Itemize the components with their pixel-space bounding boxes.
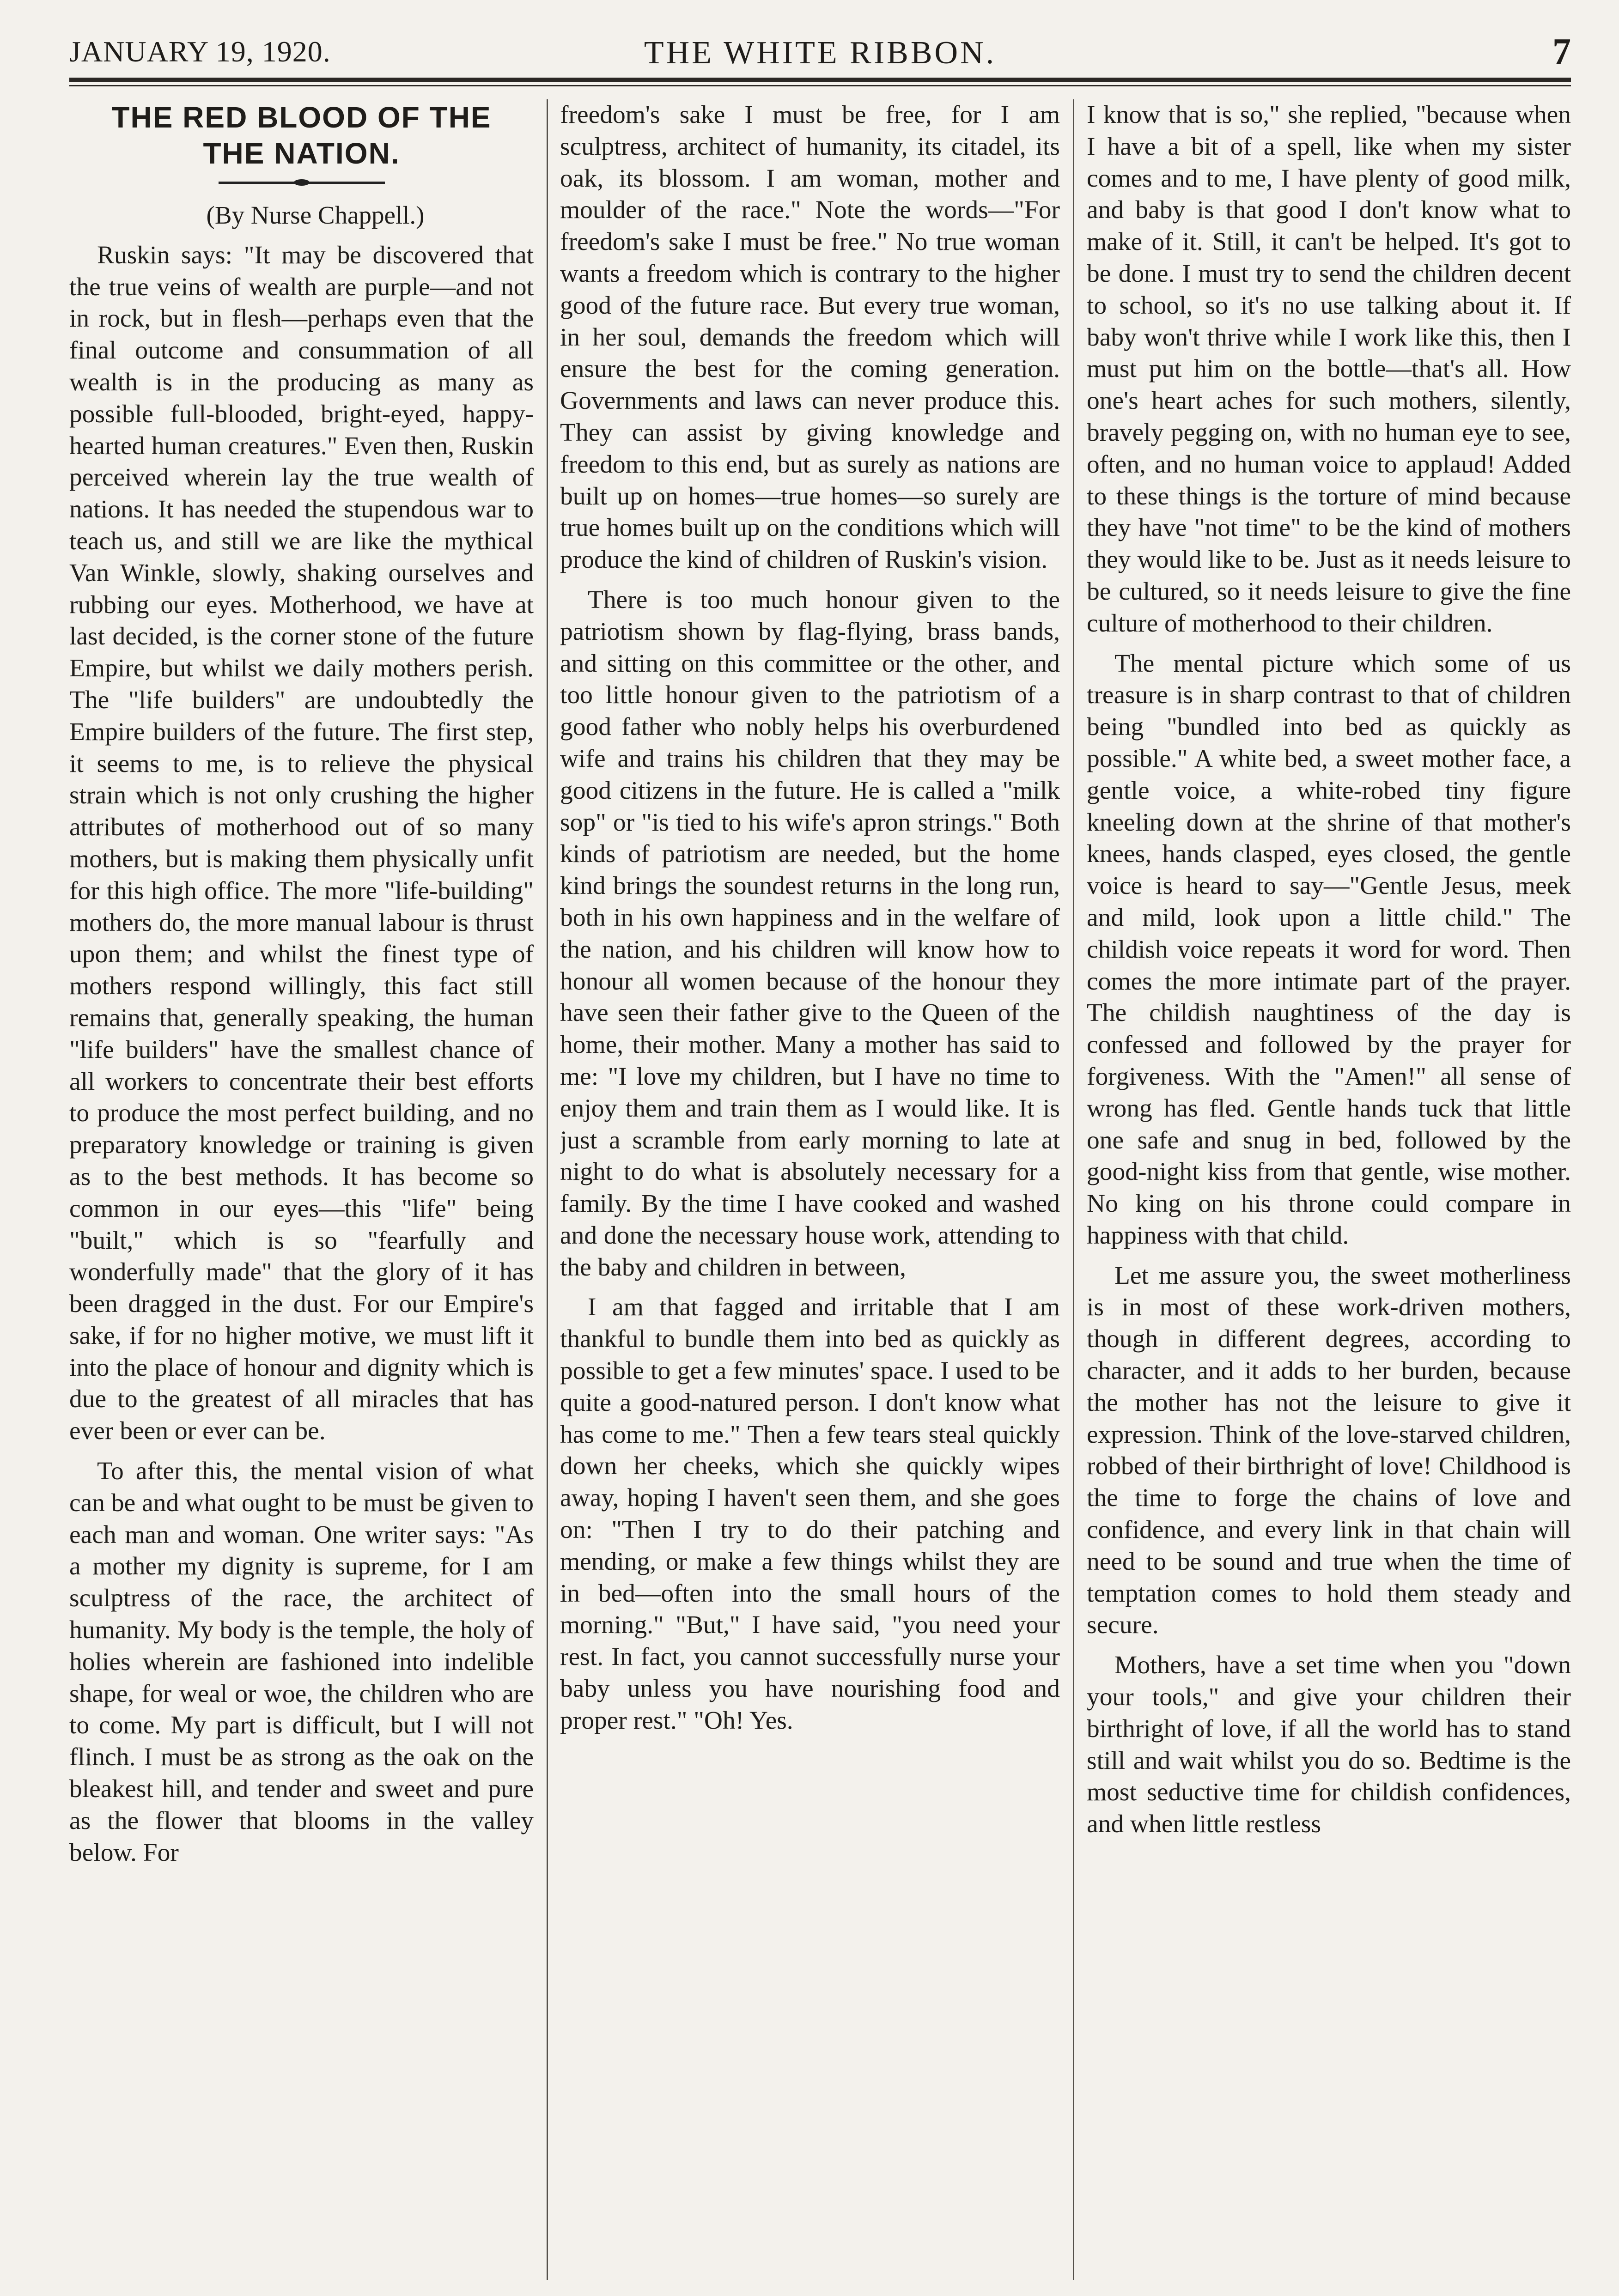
paragraph: Mothers, have a set time when you "down your tools," and give your children their birthright of love, if all the world has to stand still and wait whilst you do so. Bedtime is the most seductive time for childish confidences, and when little restless	[1087, 1651, 1571, 1839]
issue-date: JANUARY 19, 1920.	[69, 35, 331, 68]
article-column-1	[69, 99, 534, 2280]
article-column-3	[1087, 99, 1571, 2280]
paragraph: I know that is so," she replied, "because when I have a bit of a spell, like when my sister comes and to me, I have plenty of good milk, and baby is that good I don't know what to make of it. Still, it can't be helped. It's got to be done. I must try to send the children decent to school, so it's no use talking about it. If baby won't thrive while I work like this, then I must put him on the bottle—that's all. How one's heart aches for such mothers, silently, bravely pegging on, with no human eye to see, often, and no human voice to applaud! Added to these things is the torture of mind because they have "not time" to be the kind of mothers they would like to be. Just as it needs leisure to be cultured, so it needs leisure to give the fine culture of motherhood to their children.	[1087, 101, 1571, 638]
header-rule-thin	[69, 85, 1571, 86]
paragraph: Ruskin says: "It may be discovered that the true veins of wealth are purple—and not in rock, but in flesh—perhaps even that the final outcome and consummation of all wealth is in the producing as many as possible full-blooded, bright-eyed, happy-hearted human creatures." Even then, Ruskin perceived wherein lay the true wealth of nations. It has needed the stupendous war to teach us, and still we are like the mythical Van Winkle, slowly, shaking ourselves and rubbing our eyes. Motherhood, we have at last decided, is the corner stone of the future Empire, but whilst we daily mothers perish. The "life builders" are undoubtedly the Empire builders of the future. The first step, it seems to me, is to relieve the physical strain which is not only crushing the higher attributes of motherhood out of so many mothers, but is making them physically unfit for this high office. The more "life-building" mothers do, the more manual labour is thrust upon them; and whilst the finest type of mothers respond willingly, this fact still remains that, generally speaking, the human "life builders" have the smallest chance of all workers to concentrate their best efforts to produce the most perfect building, and no preparatory knowledge or training is given as to the best methods. It has become so common in our eyes—this "life" being "built," which is so "fearfully and wonderfully made" that the glory of it has been dragged in the dust. For our Empire's sake, if for no higher motive, we must lift it into the place of honour and dignity which is due to the greatest of all miracles that has ever been or ever can be.	[69, 241, 534, 1446]
paragraph: To after this, the mental vision of what can be and what ought to be must be given to each man and woman. One writer says: "As a mother my dignity is supreme, for I am sculptress of the race, the architect of humanity. My body is the temple, the holy of holies wherein are fashioned into indelible shape, for weal or woe, the children who are to come. My part is difficult, but I will not flinch. I must be as strong as the oak on the bleakest hill, and tender and sweet and pure as the flower that blooms in the valley below. For	[69, 1457, 534, 1867]
paragraph: I am that fagged and irritable that I am thankful to bundle them into bed as quickly as possible to get a few minutes' space. I used to be quite a good-natured person. I don't know what has come to me." Then a few tears steal quickly down her cheeks, which she quickly wipes away, hoping I haven't seen them, and she goes on: "Then I try to do their patching and mending, or make a few things whilst they are in bed—often into the small hours of the morning." "But," I have said, "you need your rest. In fact, you cannot successfully nurse your baby unless you have nourishing food and proper rest." "Oh! Yes.	[560, 1293, 1060, 1735]
article-title-line-1: THE RED BLOOD OF THE	[111, 101, 492, 134]
column-divider	[547, 99, 548, 2280]
header-rule	[69, 78, 1571, 82]
page-number: 7	[1552, 31, 1571, 72]
column-divider	[1073, 99, 1074, 2280]
paragraph: There is too much honour given to the patriotism shown by flag-flying, brass bands, and sitting on this committee or the other, and too little honour given to the patriotism of a good father who nobly helps his overburdened wife and trains his children that they may be good citizens in the future. He is called a "milk sop" or "is tied to his wife's apron strings." Both kinds of patriotism are needed, but the home kind brings the soundest returns in the long run, both in his own happiness and in the welfare of the nation, and his children will know how to honour all women because of the honour they have seen their father give to the Queen of the home, their mother. Many a mother has said to me: "I love my children, but I have no time to enjoy them and train them as I would like. It is just a scramble from early morning to late at night to do what is absolutely necessary for a family. By the time I have cooked and washed and done the necessary house work, attending to the baby and children in between,	[560, 585, 1060, 1282]
article-title	[69, 99, 534, 171]
title-ornament-rule	[219, 182, 385, 184]
byline: (By Nurse Chappell.)	[206, 201, 425, 229]
article-title-line-2: THE NATION.	[203, 137, 400, 170]
paragraph: The mental picture which some of us treasure is in sharp contrast to that of children being "bundled into bed as quickly as possible." A white bed, a sweet mother face, a gentle voice, a white-robed tiny figure kneeling down at the shrine of that mother's knees, hands clasped, eyes closed, the gentle voice is heard to say—"Gentle Jesus, meek and mild, look upon a little child." The childish voice repeats it word for word. Then comes the more intimate part of the prayer. The childish naughtiness of the day is confessed and followed by the prayer for forgiveness. With the "Amen!" all sense of wrong has fled. Gentle hands tuck that little one safe and snug in bed, followed by the good-night kiss from that gentle, wise mother. No king on his throne could compare in happiness with that child.	[1087, 649, 1571, 1250]
publication-title: THE WHITE RIBBON.	[644, 35, 997, 71]
paragraph: freedom's sake I must be free, for I am sculptress, architect of humanity, its citadel, its oak, its blossom. I am woman, mother and moulder of the race." Note the words—"For freedom's sake I must be free." No true woman wants a freedom which is contrary to the higher good of the future race. But every true woman, in her soul, demands the freedom which will ensure the best for the coming generation. Governments and laws can never produce this. They can assist by giving knowledge and freedom to this end, but as surely as nations are built up on homes—true homes—so surely are true homes built up on the conditions which will produce the kind of children of Ruskin's vision.	[560, 101, 1060, 574]
page-header	[69, 25, 1571, 81]
paragraph: Let me assure you, the sweet motherliness is in most of these work-driven mothers, though in different degrees, according to character, and it adds to her burden, because the mother has not the leisure to give it expression. Think of the love-starved children, robbed of their birthright of love! Childhood is the time to forge the chains of love and confidence, and every link in that chain will need to be sound and true when the time of temptation comes to hold them steady and secure.	[1087, 1261, 1571, 1640]
article-column-2	[560, 99, 1060, 2280]
